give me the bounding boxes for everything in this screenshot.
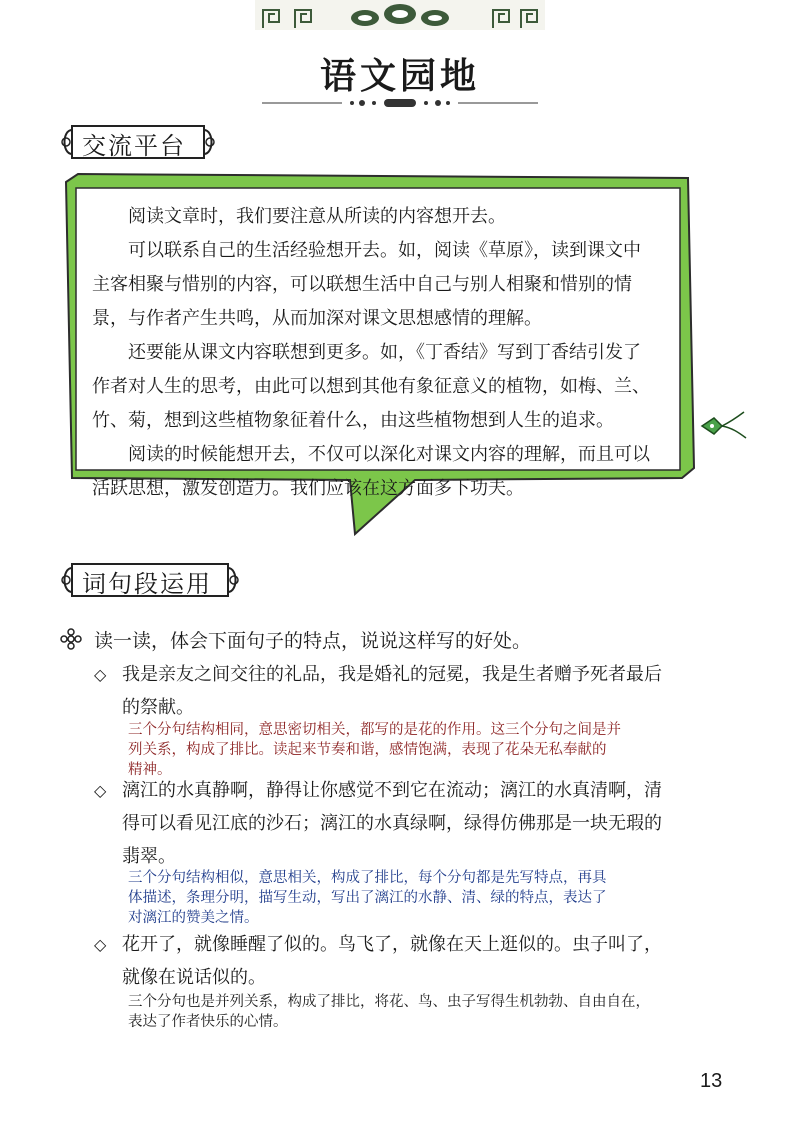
annotation-note [128, 720, 720, 780]
note-line: 表达了作者快乐的心情。 [128, 1014, 288, 1030]
paragraph: 阅读文章时，我们要注意从所读的内容想开去。 [128, 206, 506, 227]
sentence-line: 花开了，就像睡醒了似的。鸟飞了，就像在天上逛似的。虫子叫了， [122, 934, 662, 955]
sentence-line: 得可以看见江底的沙石；漓江的水真绿啊，绿得仿佛那是一块无瑕的 [122, 813, 662, 834]
diamond-bullet-icon: ◇ [94, 665, 107, 684]
top-ornament [255, 0, 545, 30]
communication-text [92, 200, 692, 506]
paragraph: 阅读的时候能想开去，不仅可以深化对课文内容的理解，而且可以 [128, 444, 650, 465]
sentence-line: 翡翠。 [122, 846, 176, 867]
paragraph: 可以联系自己的生活经验想开去。如，阅读《草原》，读到课文中 [128, 240, 641, 261]
annotation-note [128, 868, 720, 928]
paragraph-line: 作者对人生的思考，由此可以想到其他有象征意义的植物，如梅、兰、 [92, 376, 650, 397]
sentence-item [94, 774, 720, 873]
sentence-line: 我是亲友之间交往的礼品，我是婚礼的冠冕，我是生者赠予死者最后 [122, 664, 662, 685]
sentence-line: 的祭献。 [122, 697, 194, 718]
paragraph: 还要能从课文内容联想到更多。如，《丁香结》写到丁香结引发了 [128, 342, 641, 363]
tassel-ornament [700, 408, 750, 448]
note-line: 三个分句也是并列关系，构成了排比，将花、鸟、虫子写得生机勃勃、自由自在， [128, 994, 650, 1010]
paragraph-line: 景，与作者产生共鸣，从而加深对课文思想感情的理解。 [92, 308, 542, 329]
sentence-line: 漓江的水真静啊，静得让你感觉不到它在流动；漓江的水真清啊，清 [122, 780, 662, 801]
sentence-line: 就像在说话似的。 [122, 967, 266, 988]
note-line: 对漓江的赞美之情。 [128, 910, 259, 926]
paragraph-line: 竹、菊，想到这些植物象征着什么，由这些植物想到人生的追求。 [92, 410, 614, 431]
annotation-note [128, 992, 720, 1032]
section-tag-label: 交流平台 [82, 132, 186, 160]
note-line: 列关系，构成了排比。读起来节奏和谐，感情饱满，表现了花朵无私奉献的 [128, 742, 607, 758]
sentence-item [94, 928, 720, 994]
sentence-item [94, 658, 720, 724]
diamond-bullet-icon: ◇ [94, 935, 107, 954]
title-divider [262, 96, 538, 110]
section-tag-communication [58, 122, 218, 162]
note-line: 精神。 [128, 762, 172, 778]
note-line: 三个分句结构相同，意思密切相关，都写的是花的作用。这三个分句之间是并 [128, 722, 621, 738]
paragraph-line: 主客相聚与惜别的内容，可以联想生活中自己与别人相聚和惜别的情 [92, 274, 632, 295]
exercise-heading [60, 626, 531, 655]
diamond-bullet-icon: ◇ [94, 781, 107, 800]
flower-icon [60, 628, 88, 655]
section-tag-label: 词句段运用 [82, 570, 212, 598]
note-line: 体描述，条理分明，描写生动，写出了漓江的水静、清、绿的特点，表达了 [128, 890, 607, 906]
section-tag-word-usage [58, 560, 242, 600]
exercise-title: 读一读，体会下面句子的特点，说说这样写的好处。 [94, 630, 532, 652]
page-title: 语文园地 [319, 56, 480, 97]
note-line: 三个分句结构相似，意思相关，构成了排比，每个分句都是先写特点，再具 [128, 870, 607, 886]
page-number: 13 [700, 1070, 723, 1092]
paragraph-line: 活跃思想，激发创造力。我们应该在这方面多下功夫。 [92, 478, 524, 499]
